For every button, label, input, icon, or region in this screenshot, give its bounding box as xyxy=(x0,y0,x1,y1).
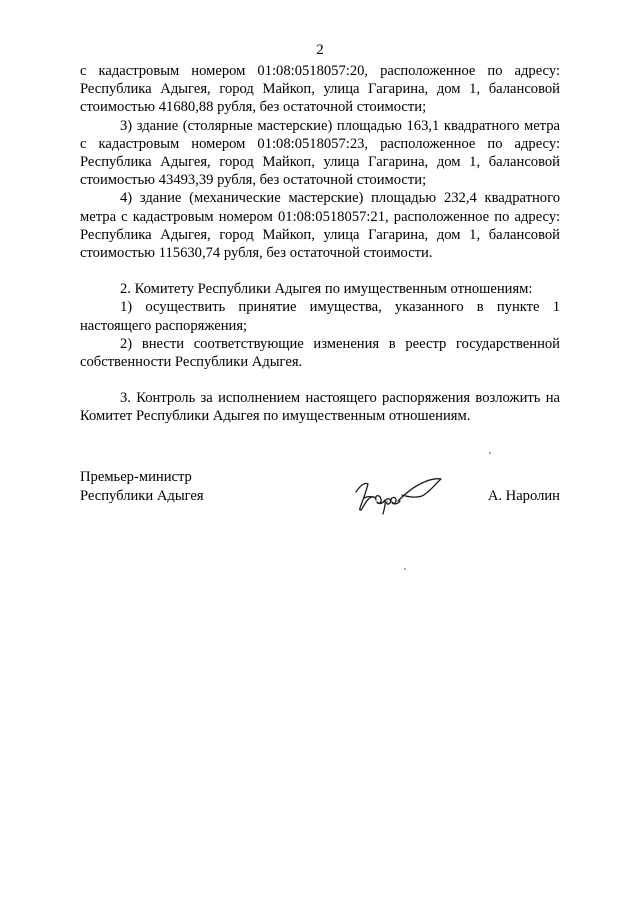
paragraph-gap xyxy=(80,371,560,389)
signatory-title-line-1: Премьер-министр xyxy=(80,469,192,485)
paragraph-section-2-heading: 2. Комитету Республики Адыгея по имущественным отношениям: xyxy=(120,281,533,298)
document-body xyxy=(80,62,560,426)
signatory-title-line-2: Республики Адыгея xyxy=(80,487,204,504)
paragraph-item-2-continued: с кадастровым номером 01:08:0518057:20, расположенное по адресу: Республика Адыгея, город Майкоп, улица Гагарина, дом 1, балансовой стоимостью 41680,88 рубля, без остаточной стоимости; xyxy=(80,63,560,116)
signatory-title xyxy=(80,468,204,505)
paragraph-section-3: 3. Контроль за исполнением настоящего распоряжения возложить на Комитет Республики Адыгея по имущественным отношениям. xyxy=(80,390,560,425)
handwritten-signature-icon xyxy=(350,470,445,518)
scan-speck xyxy=(489,452,491,454)
paragraph-item-3: 3) здание (столярные мастерские) площадью 163,1 квадратного метра с кадастровым номером 01:08:0518057:23, расположенное по адресу: Республика Адыгея, город Майкоп, улица Гагарина, дом 1, балансовой стоимостью 43493,39 рубля, без остаточной стоимости; xyxy=(80,117,560,189)
paragraph-gap xyxy=(80,262,560,280)
signature-block xyxy=(80,468,560,528)
signatory-name: А. Наролин xyxy=(487,488,560,504)
paragraph-section-2-sub-1: 1) осуществить принятие имущества, указанного в пункте 1 настоящего распоряжения; xyxy=(80,299,560,334)
page-number: 2 xyxy=(316,42,324,58)
paragraph-item-4: 4) здание (механические мастерские) площадью 232,4 квадратного метра с кадастровым номером 01:08:0518057:21, расположенное по адресу: Республика Адыгея, город Майкоп, улица Гагарина, дом 1, балансовой стоимостью 115630,74 рубля, без остаточной стоимости. xyxy=(80,190,560,262)
paragraph-section-2-sub-2: 2) внести соответствующие изменения в реестр государственной собственности Республики Адыгея. xyxy=(80,335,560,371)
scan-speck xyxy=(404,568,406,570)
